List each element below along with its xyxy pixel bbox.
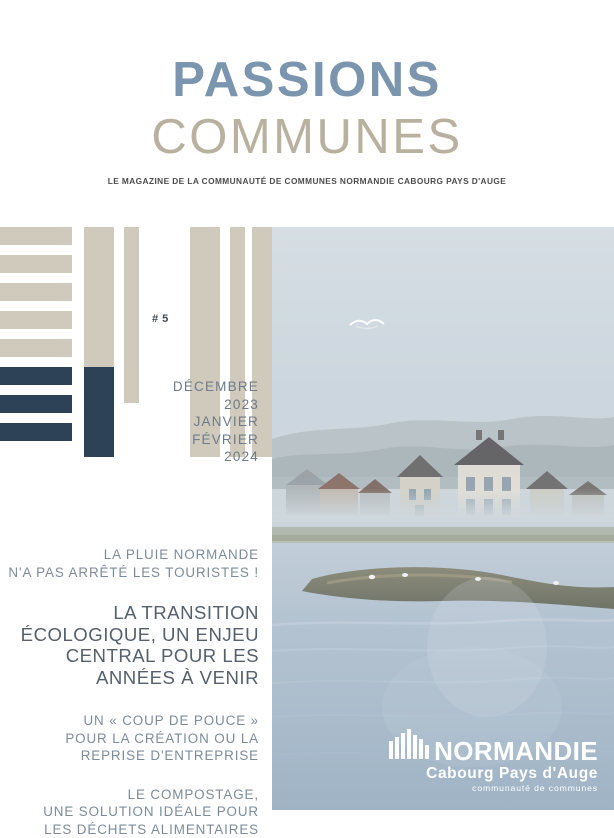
issue-date-line-5: 2024 <box>0 448 259 466</box>
issue-date-block <box>0 378 259 466</box>
building-icon <box>389 727 431 764</box>
teaser-business-line-1: UN « COUP DE POUCE » <box>0 712 259 730</box>
main-headline-line-2: ÉCOLOGIQUE, UN ENJEU <box>0 624 259 646</box>
teaser-business-line-3: REPRISE D'ENTREPRISE <box>0 747 259 765</box>
logo-region: Cabourg Pays d'Auge <box>389 765 598 782</box>
teaser-composting <box>0 786 259 838</box>
teaser-tourism-line-1: LA PLUIE NORMANDE <box>0 546 259 564</box>
teaser-composting-line-2: UNE SOLUTION IDÉALE POUR <box>0 803 259 821</box>
teaser-tourism <box>0 546 259 581</box>
main-headline-line-4: ANNÉES À VENIR <box>0 667 259 689</box>
masthead <box>0 56 614 187</box>
issue-date-line-3: JANVIER <box>0 413 259 431</box>
main-headline-line-3: CENTRAL POUR LES <box>0 645 259 667</box>
magazine-subtitle: LE MAGAZINE DE LA COMMUNAUTÉ DE COMMUNES NORMANDIE CABOURG PAYS D'AUGE <box>0 177 614 187</box>
magazine-title-line2: COMMUNES <box>0 111 614 164</box>
logo-name: NORMANDIE <box>434 739 598 764</box>
issue-number: # 5 <box>152 313 169 325</box>
issue-date-line-2: 2023 <box>0 396 259 414</box>
teaser-business <box>0 712 259 765</box>
main-headline-line-1: LA TRANSITION <box>0 602 259 624</box>
teaser-business-line-2: POUR LA CRÉATION OU LA <box>0 730 259 748</box>
magazine-title-line1: PASSIONS <box>0 56 614 105</box>
logo-entity: communauté de communes <box>389 783 598 793</box>
teaser-composting-line-3: LES DÉCHETS ALIMENTAIRES <box>0 821 259 838</box>
teaser-tourism-line-2: N'A PAS ARRÊTÉ LES TOURISTES ! <box>0 564 259 582</box>
logo-normandie-cabourg <box>389 727 598 793</box>
teaser-composting-line-1: LE COMPOSTAGE, <box>0 786 259 804</box>
cover-headlines <box>0 546 259 838</box>
main-headline <box>0 602 259 688</box>
issue-date-line-4: FÉVRIER <box>0 431 259 449</box>
issue-date-line-1: DÉCEMBRE <box>0 378 259 396</box>
cover-photo <box>272 227 614 810</box>
